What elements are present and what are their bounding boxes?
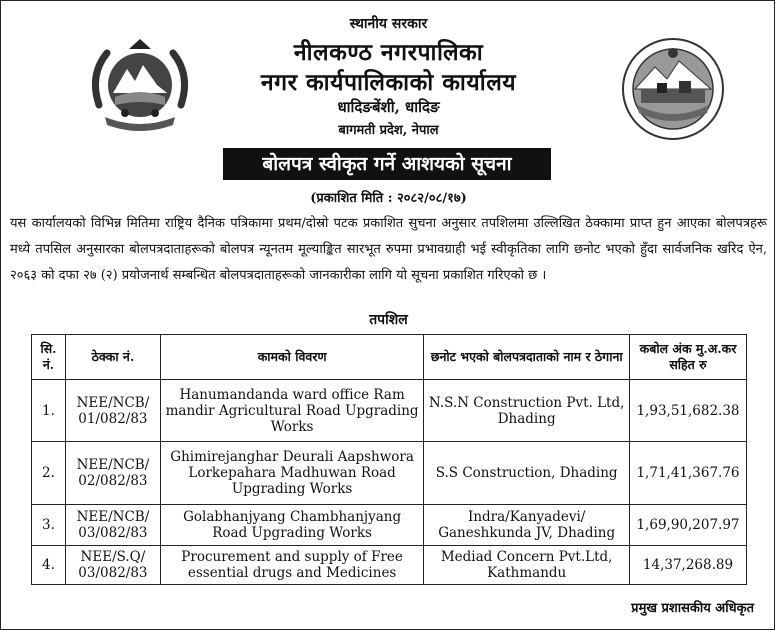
row-amount: 1,69,90,207.97 — [630, 505, 747, 546]
table-row — [32, 546, 747, 585]
row-bidder: N.S.N Construction Pvt. Ltd, Dhading — [424, 380, 630, 442]
schedule-table — [31, 334, 747, 585]
government-label: स्थानीय सरकार — [349, 16, 428, 32]
row-sn: 3. — [32, 505, 66, 546]
table-header-row — [32, 335, 747, 380]
row-contract: NEE/NCB/ 03/082/83 — [65, 505, 160, 546]
row-description: Ghimirejanghar Deurali Aapshwora Lorkepahara Madhuwan Road Upgrading Works — [160, 442, 423, 505]
table-row — [32, 380, 747, 442]
col-header-description: कामको विवरण — [160, 335, 423, 380]
signoff-officer: प्रमुख प्रशासकीय अधिकृत — [631, 601, 754, 616]
col-header-amount: कबोल अंक मु.अ.कर सहित रु — [630, 335, 747, 380]
row-sn: 4. — [32, 546, 66, 585]
row-bidder: S.S Construction, Dhading — [424, 442, 630, 505]
col-header-sn: सि. नं. — [32, 335, 66, 380]
row-description: Hanumandanda ward office Ram mandir Agricultural Road Upgrading Works — [160, 380, 423, 442]
row-bidder: Indra/Kanyadevi/ Ganeshkunda JV, Dhading — [424, 505, 630, 546]
col-header-contract: ठेक्का नं. — [65, 335, 160, 380]
row-sn: 2. — [32, 442, 66, 505]
row-contract: NEE/S.Q/ 03/082/83 — [65, 546, 160, 585]
notice-body: यस कार्यालयको विभिन्न मितिमा राष्ट्रिय दैनिक पत्रिकामा प्रथम/दोस्रो पटक प्रकाशित सुचना अनुसार तपशिलमा उल्लिखित ठेक्कामा प्राप्त हुन आएका बोलपत्रहरू मध्ये तपसिल अनुसारका बोलपत्रदाताहरूको बोलपत्र न्यूनतम मूल्याङ्कित सारभूत रुपमा प्रभावग्राही भई स्वीकृतिका लागि छनोट भएको हुँदा सार्वजनिक खरिद ऐन, २०६३ को दफा २७ (२) प्रयोजनार्थ सम्बन्धित बोलपत्रदाताहरूको जानकारीका लागि यो सूचना प्रकाशित गरिएको छ । — [10, 216, 767, 283]
row-bidder: Mediad Concern Pvt.Ltd, Kathmandu — [424, 546, 630, 585]
office-name: नगर कार्यपालिकाको कार्यालय — [260, 69, 517, 96]
row-description: Golabhanjyang Chambhanjyang Road Upgrading Works — [160, 505, 423, 546]
published-date: (प्रकाशित मिति : २०८२/०८/१७) — [310, 191, 467, 206]
municipality-name: नीलकण्ठ नगरपालिका — [293, 39, 484, 66]
province-name: बागमती प्रदेश, नेपाल — [338, 123, 439, 138]
notice-title: बोलपत्र स्वीकृत गर्ने आशयको सूचना — [223, 148, 551, 180]
row-sn: 1. — [32, 380, 66, 442]
row-amount: 1,71,41,367.76 — [630, 442, 747, 505]
row-amount: 1,93,51,682.38 — [630, 380, 747, 442]
office-address: धादिङबेंशी, धादिङ — [337, 98, 440, 116]
table-row — [32, 442, 747, 505]
row-description: Procurement and supply of Free essential drugs and Medicines — [160, 546, 423, 585]
schedule-heading: तपशिल — [369, 312, 408, 328]
col-header-bidder: छनोट भएको बोलपत्रदाताको नाम र ठेगाना — [424, 335, 630, 380]
table-row — [32, 505, 747, 546]
row-contract: NEE/NCB/ 01/082/83 — [65, 380, 160, 442]
row-contract: NEE/NCB/ 02/082/83 — [65, 442, 160, 505]
row-amount: 14,37,268.89 — [630, 546, 747, 585]
